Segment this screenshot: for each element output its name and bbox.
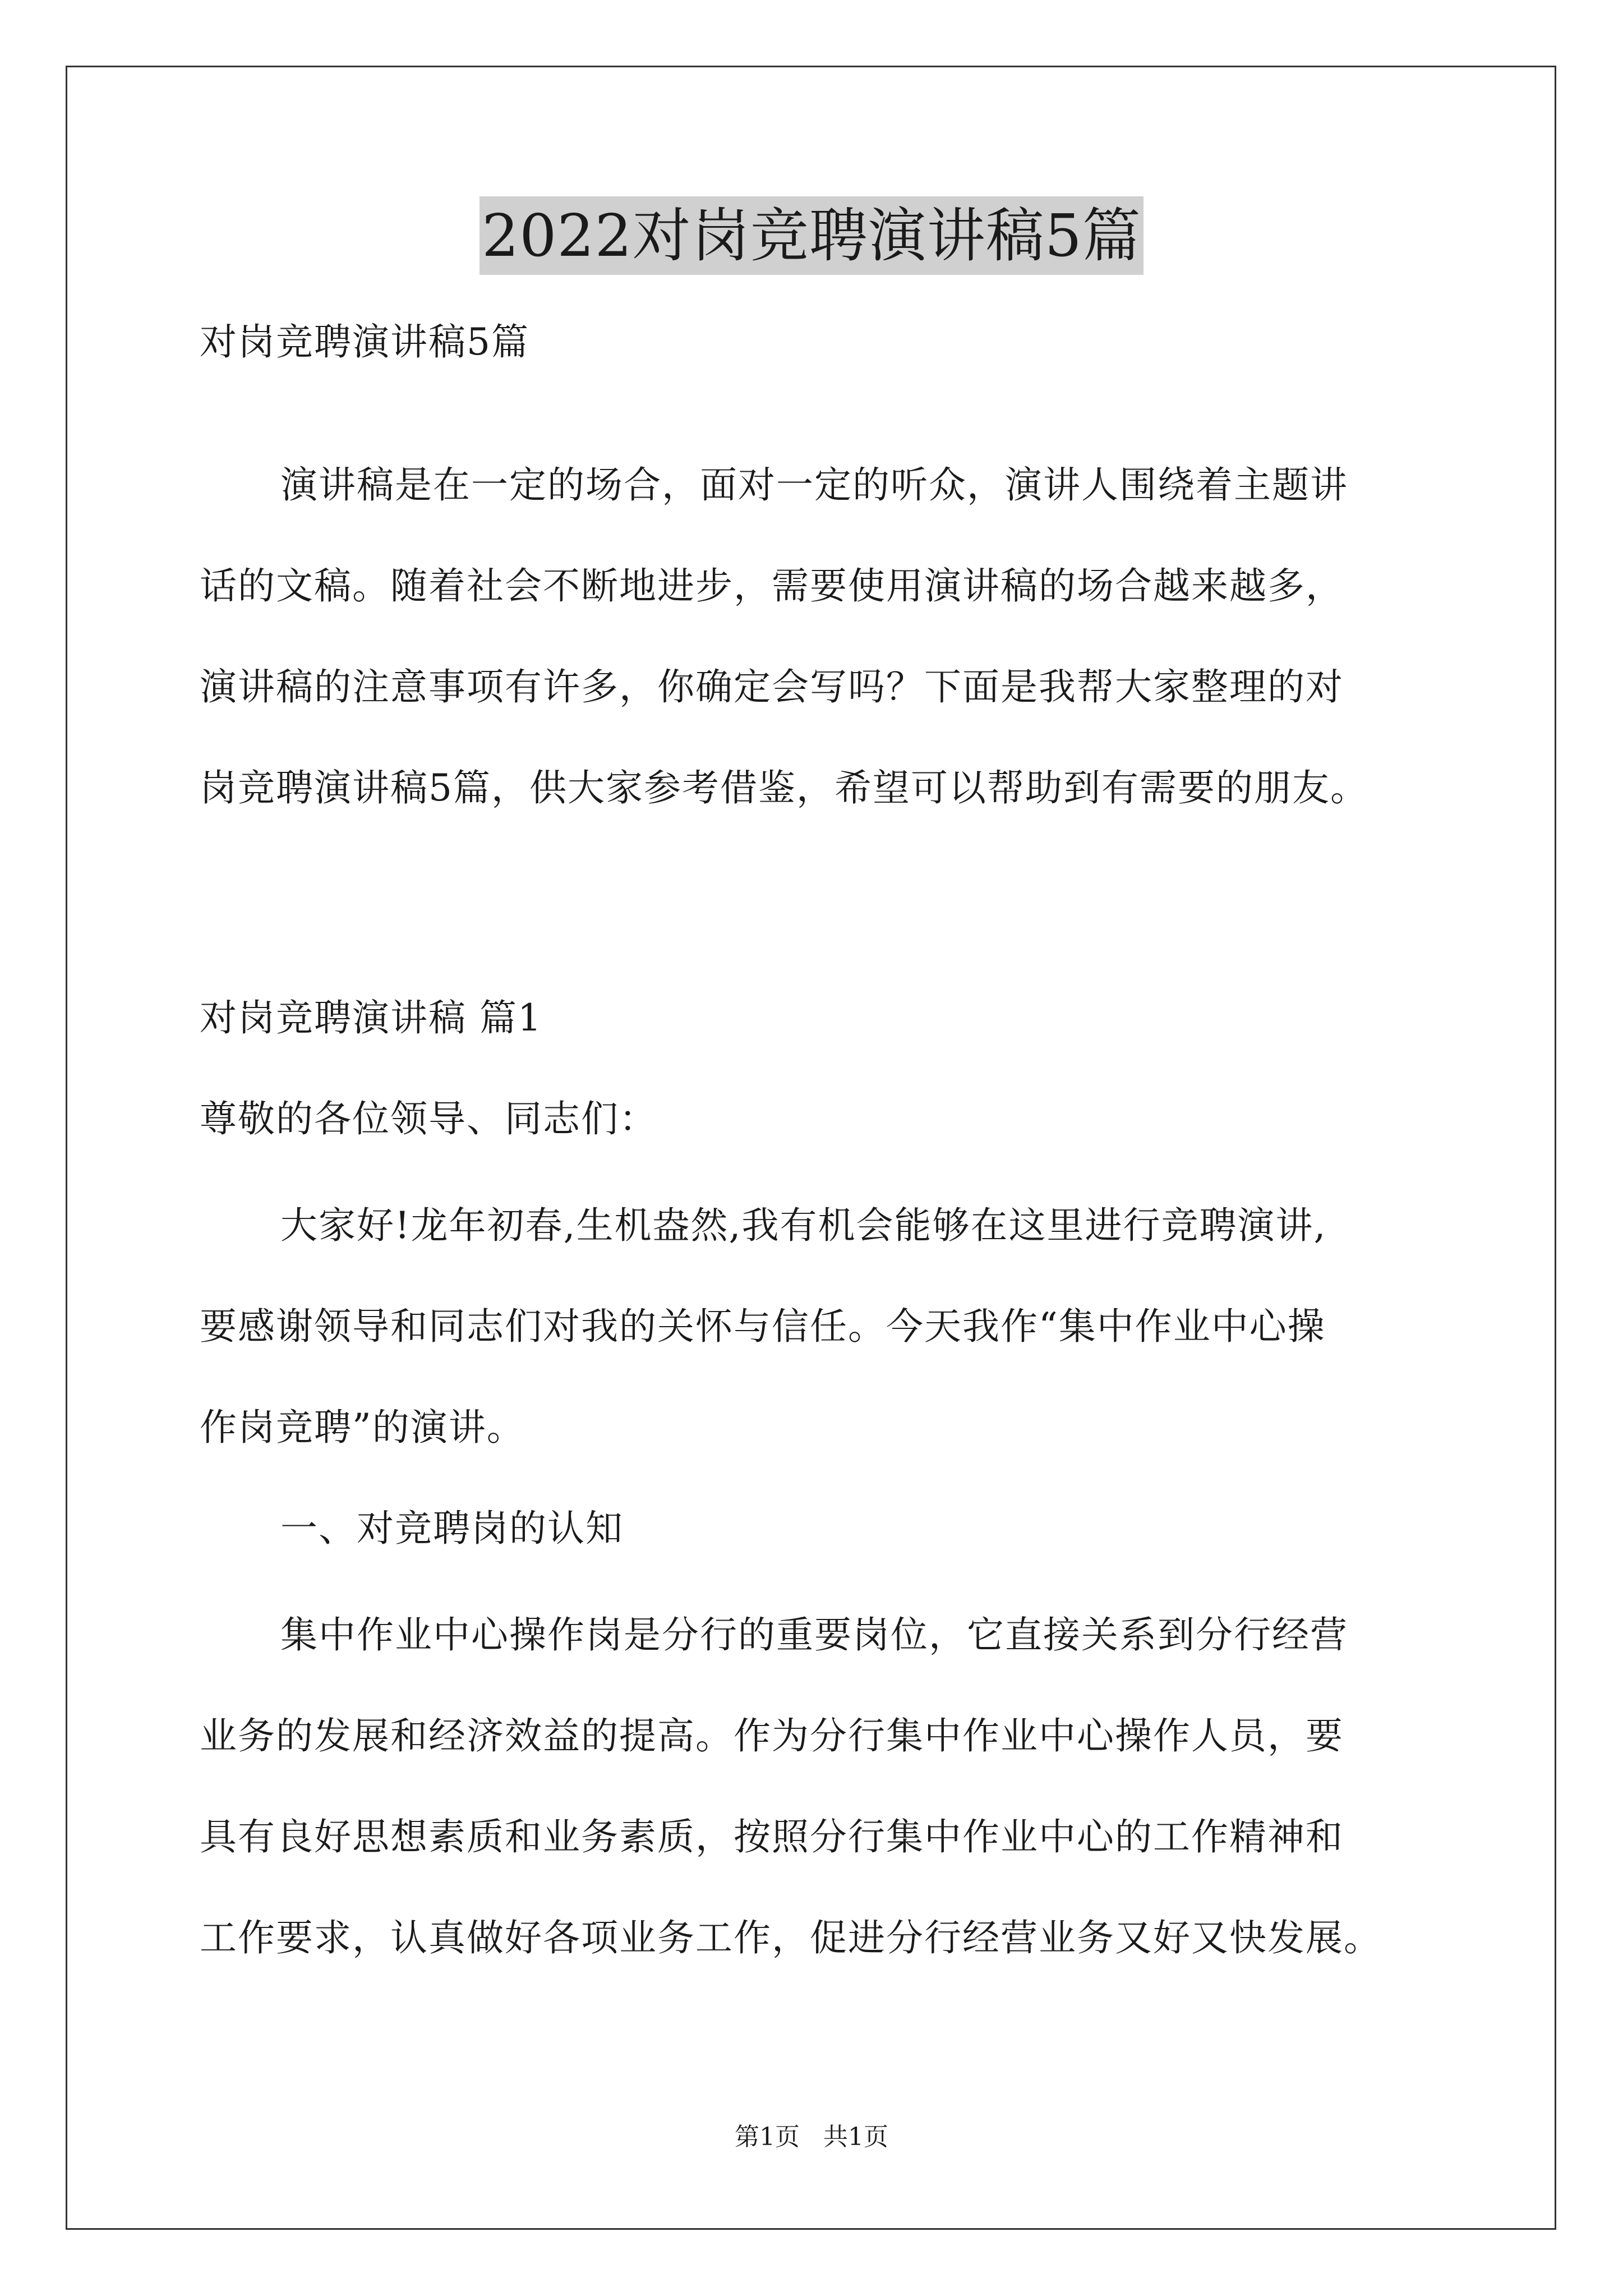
intro-line-3: 演讲稿的注意事项有许多，你确定会写吗？下面是我帮大家整理的对 <box>200 665 1344 708</box>
subheading-line: 一、对竞聘岗的认知 <box>280 1507 624 1550</box>
intro-line-2: 话的文稿。随着社会不断地进步，需要使用演讲稿的场合越来越多， <box>200 564 1344 608</box>
body-line-5: 业务的发展和经济效益的提高。作为分行集中作业中心操作人员，要 <box>200 1714 1344 1757</box>
subtitle-line: 对岗竞聘演讲稿5篇 <box>200 320 529 364</box>
body-line-6: 具有良好思想素质和业务素质，按照分行集中作业中心的工作精神和 <box>200 1815 1344 1858</box>
intro-line-4: 岗竞聘演讲稿5篇，供大家参考借鉴，希望可以帮助到有需要的朋友。 <box>200 766 1368 809</box>
document-title: 2022对岗竞聘演讲稿5篇 <box>479 196 1144 275</box>
salutation-line: 尊敬的各位领导、同志们： <box>200 1097 657 1140</box>
section-heading: 对岗竞聘演讲稿 篇1 <box>200 996 542 1039</box>
body-line-4: 集中作业中心操作岗是分行的重要岗位，它直接关系到分行经营 <box>280 1613 1348 1657</box>
body-line-2: 要感谢领导和同志们对我的关怀与信任。今天我作“集中作业中心操 <box>200 1305 1326 1348</box>
page-footer: 第1页 共1页 <box>735 2123 888 2151</box>
body-line-7: 工作要求，认真做好各项业务工作，促进分行经营业务又好又快发展。 <box>200 1916 1382 1959</box>
page-border <box>66 66 1556 2230</box>
body-line-3: 作岗竞聘”的演讲。 <box>200 1406 525 1449</box>
title-container <box>0 196 1623 275</box>
intro-line-1: 演讲稿是在一定的场合，面对一定的听众，演讲人围绕着主题讲 <box>280 463 1348 507</box>
body-line-1: 大家好!龙年初春,生机盎然,我有机会能够在这里进行竞聘演讲, <box>280 1204 1327 1247</box>
